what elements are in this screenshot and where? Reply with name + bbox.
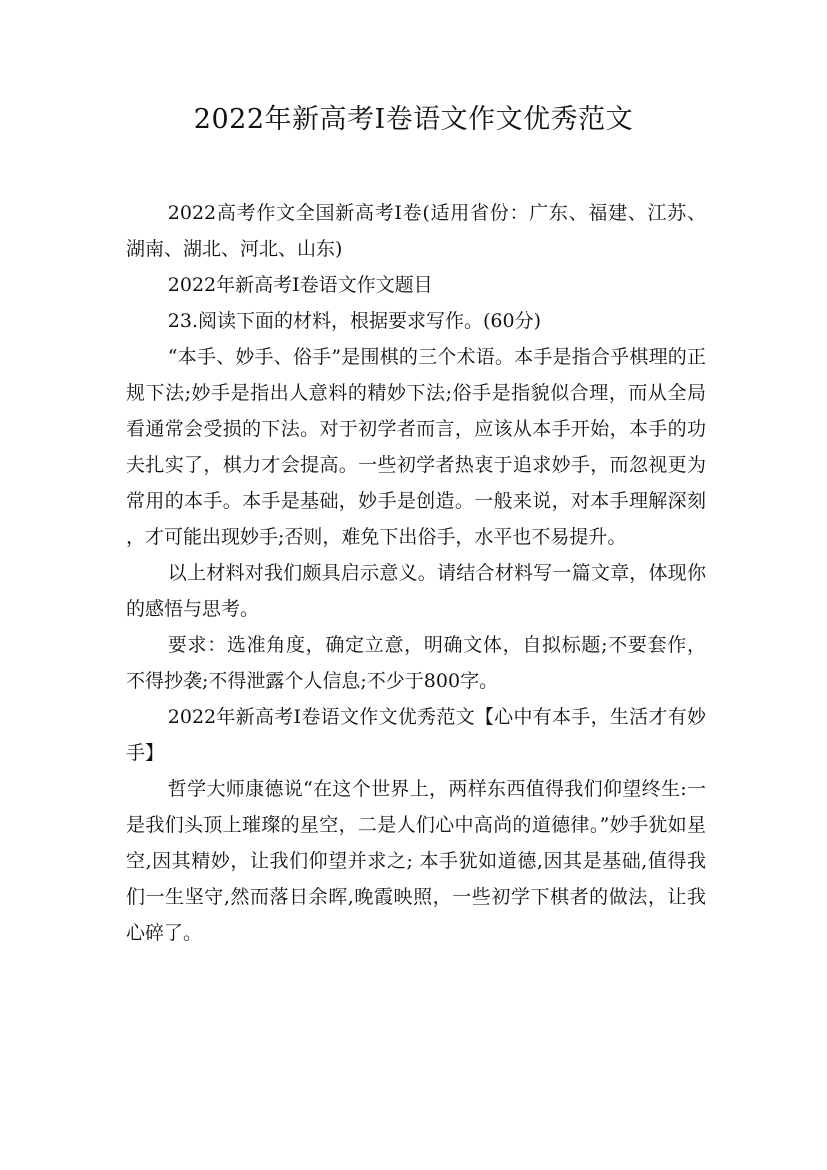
paragraph-essay-title: 2022年新高考I卷语文作文优秀范文【心中有本手，生活才有妙手】 xyxy=(126,706,706,764)
paragraph-prompt: 以上材料对我们颇具启示意义。请结合材料写一篇文章，体现你的感悟与思考。 xyxy=(126,562,706,620)
paragraph-topic-heading: 2022年新高考I卷语文作文题目 xyxy=(167,274,433,296)
paragraph-material: “本手、妙手、俗手”是围棋的三个术语。本手是指合乎棋理的正规下法;妙手是指出人意料的精妙下法;俗手是指貌似合理，而从全局看通常会受损的下法。对于初学者而言，应该从本手开始，本手的功夫扎实了，棋力才会提高。一些初学者热衷于追求妙手，而忽视更为常用的本手。本手是基础，妙手是创造。一般来说，对本手理解深刻，才可能出现妙手;否则，难免下出俗手，水平也不易提升。 xyxy=(126,346,706,548)
document-body xyxy=(126,195,706,951)
paragraph-essay-opening: 哲学大师康德说“在这个世界上，两样东西值得我们仰望终生:一是我们头顶上璀璨的星空，二是人们心中高尚的道德律。”妙手犹如星空,因其精妙，让我们仰望并求之; 本手犹如道德,因其是基础,值得我们一生坚守,然而落日余晖,晚霞映照，一些初学下棋者的做法，让我心碎了。 xyxy=(126,778,706,944)
paragraph-exam-info: 2022高考作文全国新高考I卷(适用省份：广东、福建、江苏、湖南、湖北、河北、山东) xyxy=(126,202,706,260)
paragraph-requirements: 要求：选准角度，确定立意，明确文体，自拟标题;不要套作，不得抄袭;不得泄露个人信息;不少于800字。 xyxy=(126,634,706,692)
paragraph-question-instruction: 23.阅读下面的材料，根据要求写作。(60分) xyxy=(167,310,542,332)
document-title: 2022年新高考I卷语文作文优秀范文 xyxy=(193,104,634,135)
